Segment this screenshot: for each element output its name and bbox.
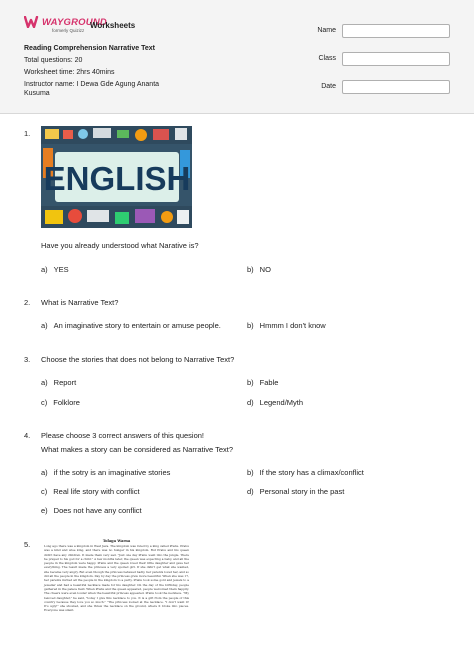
option-b[interactable]: b) Hmmm I don't know (247, 321, 326, 330)
name-label: Name (317, 27, 336, 34)
option-b[interactable]: b) NO (247, 265, 271, 274)
english-image (41, 126, 192, 228)
passage-text: Long ago there was a kingdom in West Java. The kingdom was ruled by a king called Prabu. Prabu was a kind and wise king, and there was no hunger in his kingdom. But Prabu and his queen didn't have any children. It made them very sad. "Just one day Prabu went into the jungle. There he prayed to his god for a child." A few months later, the queen was expecting a baby, and all the people in the kingdom were happy. Prabu and the queen loved their little daughter and gave her everything. The result made the princess a very spoiled girl. If she didn't get what she wanted, she became very angry. But even though the princess behaved badly, her parents loved her, and so did all the people in the kingdom. Day by day the princess grew more beautiful. When she was 17, her parents invited all the people in the kingdom to a party. Prabu took some gold and jewels to a jeweller and had a beautiful necklace made for his daughter. On the day of the birthday, people gathered in the palace field. When Prabu and the queen appeared, people welcomed them happily. The cheers were even louder when the beautiful princess appeared. Prabu took the necklace. "My beloved daughter," he said, "today I give this necklace to you. It is a gift from the people of this country because they love you so much." "The princess looked at the necklace. "I don't want it! It's ugly!" she shouted, and she threw the necklace on the ground, where it broke into pieces. Everyone was silent. (44, 544, 189, 613)
worksheet-header (0, 0, 474, 114)
question-text-line-1: Please choose 3 correct answers of this quesion! (41, 431, 205, 440)
wayground-logo-icon (24, 16, 40, 28)
passage-title: Tolaga Warna (102, 539, 131, 543)
brand-tagline: formerly Quizizz (52, 28, 85, 33)
section-label: Worksheets (90, 21, 136, 30)
question-number: 1. (24, 129, 31, 138)
english-word: ENGLISH (43, 160, 191, 197)
question-text: What is Narrative Text? (41, 298, 119, 307)
date-label: Date (321, 83, 336, 90)
worksheet-time: Worksheet time: 2hrs 40mins (24, 69, 115, 76)
instructor-name-cont: Kusuma (24, 90, 50, 97)
option-e[interactable]: e) Does not have any conflict (41, 506, 142, 515)
option-d[interactable]: d) Legend/Myth (247, 398, 304, 407)
class-field[interactable] (342, 52, 450, 66)
option-d[interactable]: d) Personal story in the past (247, 487, 345, 496)
class-label: Class (318, 55, 336, 62)
worksheet-title: Reading Comprehension Narrative Text (24, 45, 155, 52)
date-field[interactable] (342, 80, 450, 94)
question-number: 2. (24, 298, 31, 307)
english-illustration-icon (41, 126, 192, 228)
passage-image (41, 537, 192, 670)
option-a[interactable]: a) Report (41, 378, 77, 387)
instructor-name: Instructor name: I Dewa Gde Agung Ananta (24, 81, 160, 88)
option-c[interactable]: c) Folklore (41, 398, 80, 407)
name-field[interactable] (342, 24, 450, 38)
option-b[interactable]: b) If the story has a climax/conflict (247, 468, 364, 477)
question-number: 5. (24, 540, 31, 549)
question-text: Have you already understood what Narative is? (41, 241, 199, 250)
option-a[interactable]: a) YES (41, 265, 69, 274)
option-a[interactable]: a) if the sotry is an imaginative stories (41, 468, 171, 477)
brand-logo (24, 16, 107, 34)
option-b[interactable]: b) Fable (247, 378, 279, 387)
brand-name: WAYGROUND (42, 17, 107, 28)
question-number: 3. (24, 355, 31, 364)
total-questions: Total questions: 20 (24, 57, 83, 64)
question-text: Choose the stories that does not belong to Narrative Text? (41, 355, 235, 364)
option-c[interactable]: c) Real life story with conflict (41, 487, 140, 496)
option-a[interactable]: a) An imaginative story to entertain or amuse people. (41, 321, 221, 330)
question-number: 4. (24, 431, 31, 440)
question-text-line-2: What makes a story can be considered as Narrative Text? (41, 445, 234, 454)
